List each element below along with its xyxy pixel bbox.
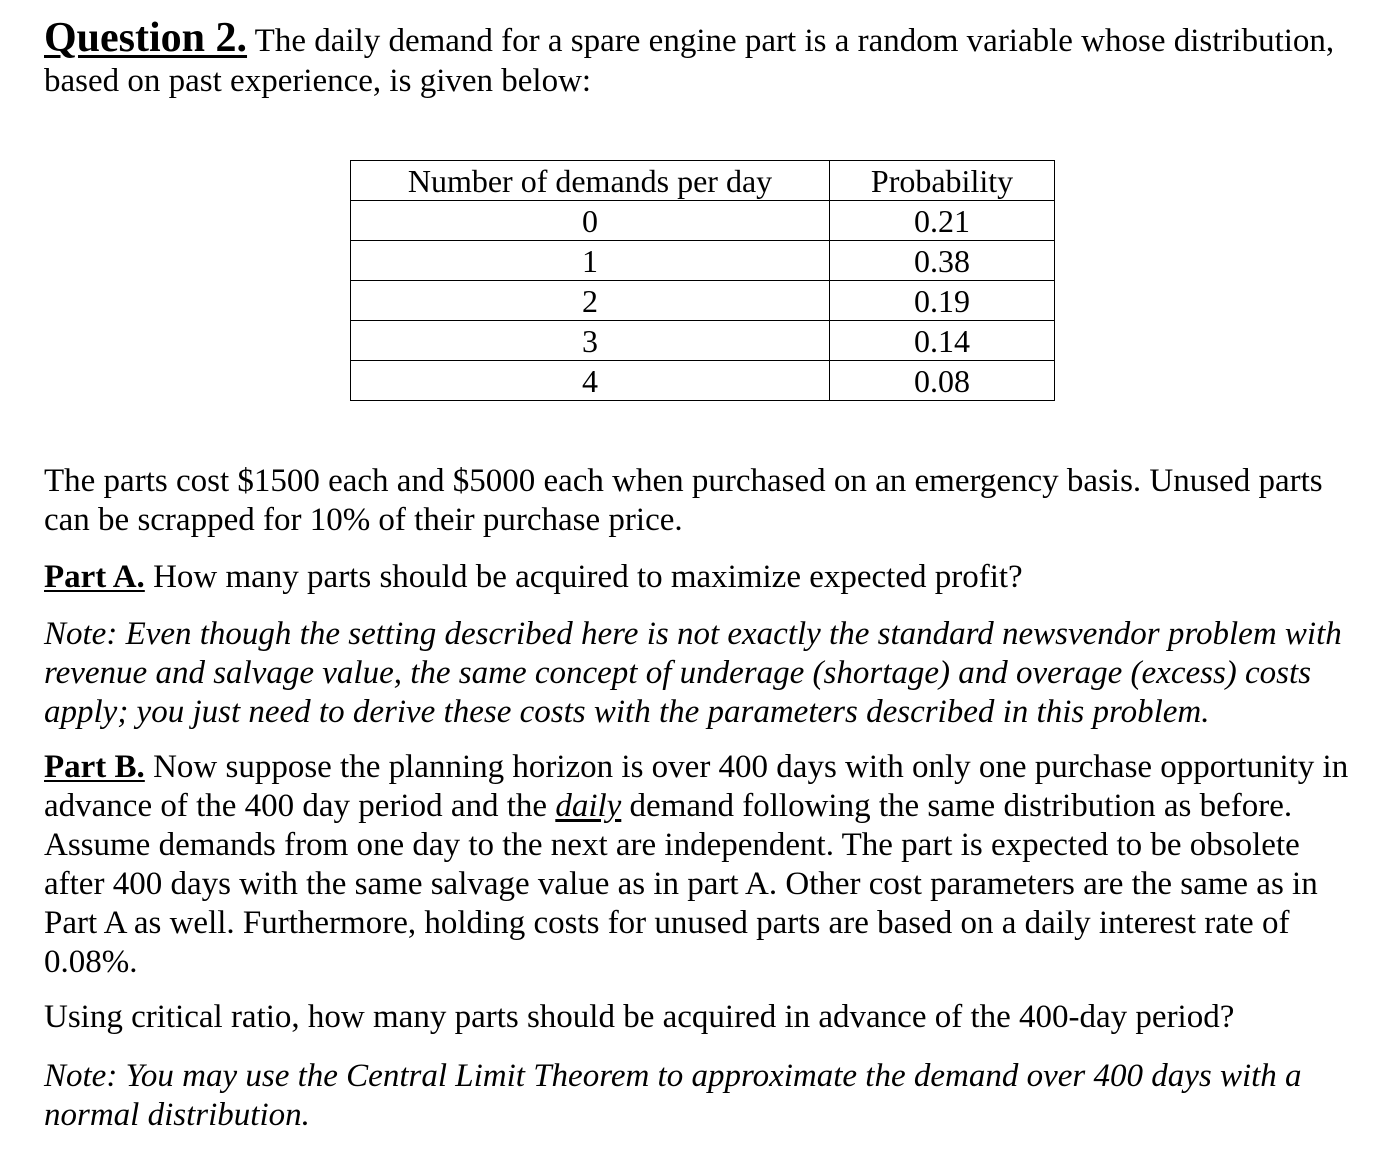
table-row xyxy=(351,361,1055,401)
demand-cell: 4 xyxy=(351,361,830,401)
table-row xyxy=(351,201,1055,241)
part-b-text-after: demand following the same distribution as before. Assume demands from one day to the next are independent. The part is expected to be obsolete after 400 days with the same salvage value as in part A. Other cost parameters are the same as in Part A as well. Furthermore, holding costs for unused parts are based on a daily interest rate of 0.08%. xyxy=(44,788,1318,980)
header-demands: Number of demands per day xyxy=(351,161,830,201)
costs-paragraph: The parts cost $1500 each and $5000 each when purchased on an emergency basis. Unused parts can be scrapped for 10% of their purchase price. xyxy=(44,463,1323,538)
part-b-label: Part B. xyxy=(44,749,145,785)
demand-cell: 0 xyxy=(351,201,830,241)
part-b-note: Note: You may use the Central Limit Theorem to approximate the demand over 400 days with a normal distribution. xyxy=(44,1058,1302,1133)
probability-cell: 0.19 xyxy=(830,281,1055,321)
question-label: Question 2. xyxy=(44,15,248,61)
header-probability: Probability xyxy=(830,161,1055,201)
part-a-question xyxy=(44,558,1364,597)
question-intro-text: The daily demand for a spare engine part is a random variable whose distribution, based on past experience, is given below: xyxy=(44,23,1335,99)
probability-cell: 0.21 xyxy=(830,201,1055,241)
table-row xyxy=(351,241,1055,281)
question-intro xyxy=(44,15,1364,101)
part-a-label: Part A. xyxy=(44,559,145,595)
table-row xyxy=(351,321,1055,361)
part-a-text: How many parts should be acquired to maximize expected profit? xyxy=(144,559,1023,595)
demand-cell: 1 xyxy=(351,241,830,281)
demand-distribution-table xyxy=(350,160,1055,401)
document-page xyxy=(44,15,1364,1133)
table-header-row xyxy=(351,161,1055,201)
daily-emphasis: daily xyxy=(555,788,622,824)
probability-cell: 0.08 xyxy=(830,361,1055,401)
table-row xyxy=(351,281,1055,321)
demand-cell: 2 xyxy=(351,281,830,321)
probability-cell: 0.38 xyxy=(830,241,1055,281)
probability-cell: 0.14 xyxy=(830,321,1055,361)
part-b-question: Using critical ratio, how many parts should be acquired in advance of the 400-day period? xyxy=(44,999,1235,1035)
part-b-text-before: Now suppose the planning horizon is over 400 days with only one purchase opportunity in advance of the 400 day period and the xyxy=(44,749,1349,824)
part-a-note: Note: Even though the setting described here is not exactly the standard newsvendor problem with revenue and salvage value, the same concept of underage (shortage) and overage (excess) costs apply; you just need to derive these costs with the parameters described in this problem. xyxy=(44,616,1342,730)
part-b-paragraph xyxy=(44,748,1364,982)
demand-table-wrapper xyxy=(350,160,1055,401)
demand-cell: 3 xyxy=(351,321,830,361)
